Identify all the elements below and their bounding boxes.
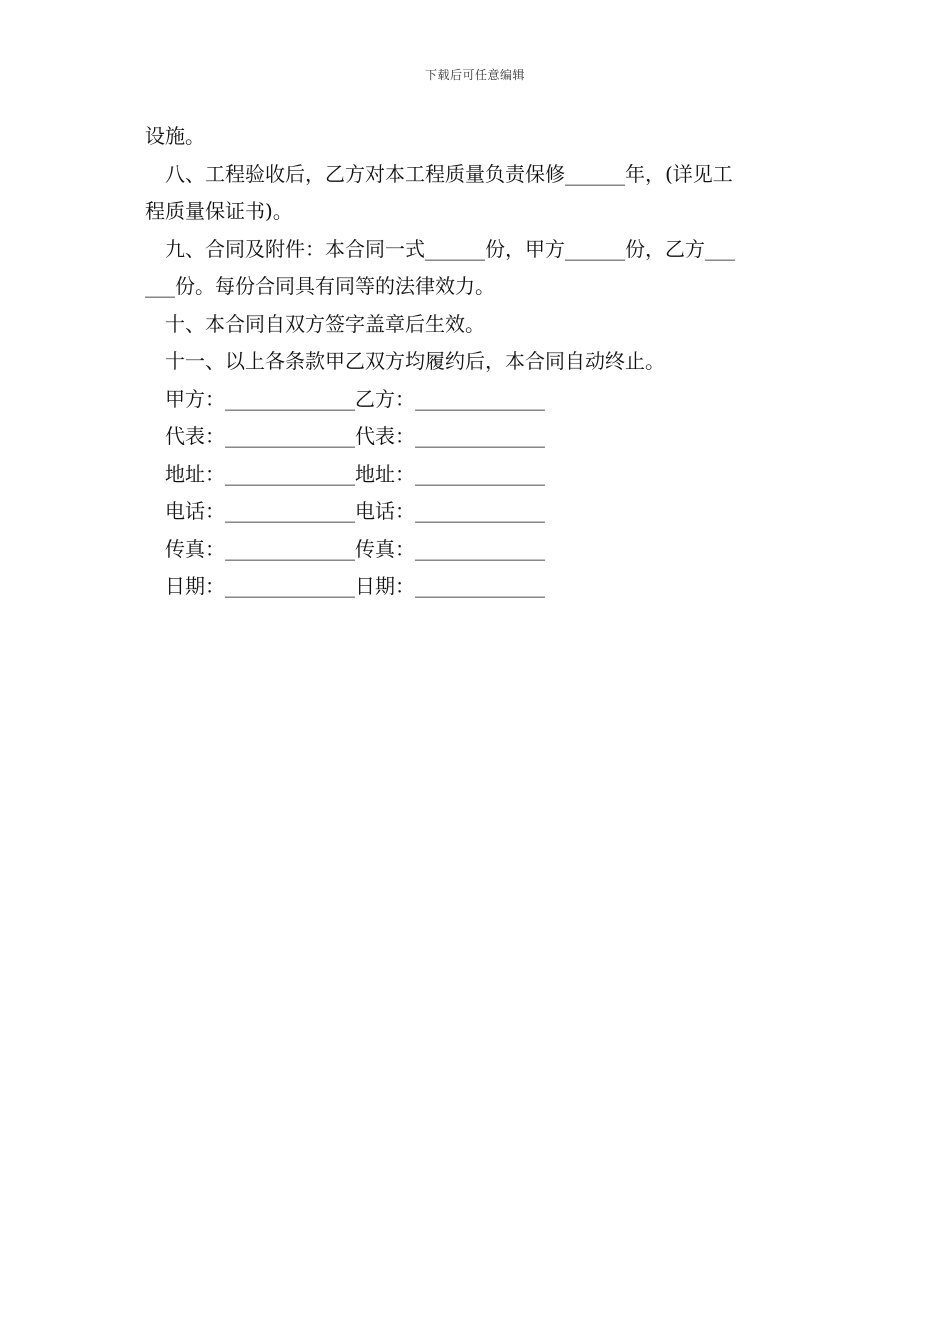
signature-row-address: 地址：_____________地址：_____________ xyxy=(165,461,545,486)
signature-row-representative: 代表：_____________代表：_____________ xyxy=(165,424,545,448)
clause-11: 十一、以上各条款甲乙双方均履约后，本合同自动终止。 xyxy=(165,349,665,373)
clause-9-line-2: ___份。每份合同具有同等的法律效力。 xyxy=(145,274,495,298)
signature-row-party: 甲方：_____________乙方：_____________ xyxy=(165,386,545,411)
paragraph-line: 设施。 xyxy=(145,124,205,148)
clause-8-line-1: 八、工程验收后，乙方对本工程质量负责保修______年，(详见工 xyxy=(165,161,733,186)
document-body xyxy=(145,118,810,606)
clause-8-line-2: 程质量保证书)。 xyxy=(145,199,293,223)
signature-row-date: 日期：_____________日期：_____________ xyxy=(165,574,545,598)
clause-10: 十、本合同自双方签字盖章后生效。 xyxy=(165,311,485,336)
page-header: 下载后可任意编辑 xyxy=(424,68,525,82)
signature-row-phone: 电话：_____________电话：_____________ xyxy=(165,499,545,523)
signature-row-fax: 传真：_____________传真：_____________ xyxy=(165,536,545,561)
clause-9-line-1: 九、合同及附件：本合同一式______份，甲方______份，乙方___ xyxy=(165,236,735,261)
